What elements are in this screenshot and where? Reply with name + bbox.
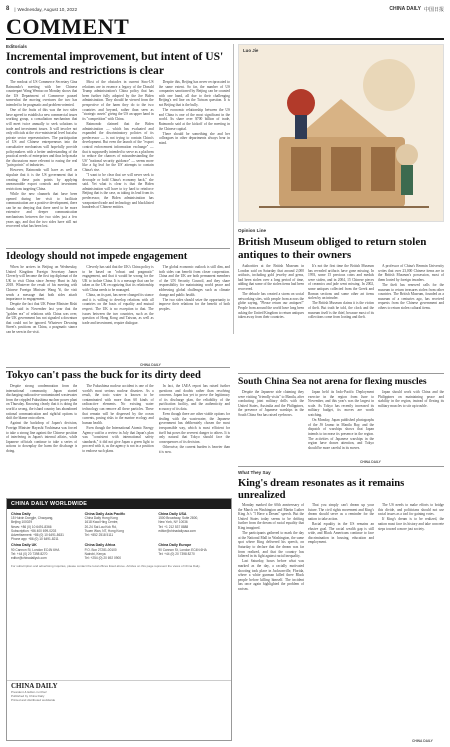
info-box-footer	[7, 680, 231, 740]
tokyo-paragraph: Despite strong condemnation from the international community, Japan started discharging radioactive-contaminated wastewater from the crippled Fukushima nuclear power plant on Thursday. Knowing clearly that it is doing the world a wrong, the island country has abandoned rational communication and rightful options to shift the blame onto others.	[6, 384, 78, 421]
office-block	[85, 512, 154, 541]
issue-date: Wednesday, August 10, 2022	[17, 6, 78, 12]
south-china-sea-paragraph: On Monday, Japan published photographs of the JS Izumo in Manila Bay, and the dispatch of warships shows that Japan intends to increase its presence in the region. The activities of Japanese warships in the region have drawn attention, and Tokyo should be more careful in its moves.	[308, 418, 374, 450]
south-china-sea-body	[238, 390, 444, 460]
section-title: COMMENT	[6, 14, 130, 39]
ideology-column	[159, 265, 230, 362]
tokyo-paragraph: Against the backdrop of Japan's decision, Foreign Minister Hayashi Yoshimasa was forced to take a strong line against the Chinese position of interfering in Japan's internal affairs, while Japanese officials continue to take a series of actions to downplay the harm the discharge is doing.	[6, 421, 78, 453]
opinion-paragraph: The debacle has created a storm on social networking sites, with people from across the globe saying, "Please return our antiques!" People from around the world have long been asking the United Kingdom to return antiques taken away from their countries.	[238, 292, 304, 320]
tokyo-paragraph: Even though the International Atomic Energy Agency said in a review in July that Japan's plan was "consistent with international safety standards," it did not give Japan a green light to proceed with it, as the agency is not in a position to endorse such plans.	[82, 425, 154, 453]
what-they-say-label: What They Say	[238, 470, 271, 475]
opinion-label: Opinion Line	[238, 228, 267, 233]
editorial-cartoon	[238, 44, 444, 222]
office-line: New York, NY 10036	[158, 520, 188, 525]
office-line: Tel: +44 (0) 20 7398 8270	[11, 551, 48, 556]
section-divider	[6, 248, 230, 249]
opinion-column	[378, 264, 444, 372]
page-header-bar	[6, 4, 444, 14]
opinion-paragraph: The British Museum claims it is the victim of theft. But truth be told, the clock and the museum itself is the thief, because most of its collections come from looting and theft.	[308, 301, 374, 320]
opinion-paragraph: Authorities at the British Museum in London said on Saturday that around 2,000 artifacts, including gold jewelry and gems, had been stolen over a long period of time, adding that some of the stolen items had been recovered.	[238, 264, 304, 291]
office-line: Advertisement: +86 (0) 10 6491-8631	[11, 533, 64, 538]
column-divider	[233, 44, 234, 334]
what-they-say-paragraph: If King's dream is to be realized, the nation must face its history and take concrete steps toward a more just society.	[378, 517, 444, 531]
south-china-sea-column	[308, 390, 374, 460]
opinion-paragraph: A professor of China's Renmin University writes that over 23,000 Chinese items are in the British Museum's possession, most of them looted by foreign invaders.	[378, 264, 444, 282]
what-they-say-headline: King's dream resonates as it remains unrealized	[238, 478, 405, 501]
ideology-paragraph: China, on its part, has never changed its stance and it is willing to develop relations with all countries on the basis of equality and mutual respect. The UK is no exception to that. The issues between the two countries, such as the question of Hong Kong and Taiwan, as well as trade and investment, require dialogue.	[82, 293, 154, 325]
cartoon-illustration	[239, 45, 444, 222]
editorial-paragraph: However, Raimondo will have as well as stipulate that it is the US government that is creating these pain points by applying unreasonable export controls and investment restrictions targeting China.	[6, 168, 78, 191]
editorial-paragraph: Raimondo claimed that the Biden administration — which has evaluated and expanded the discriminatory policies of its predecessor — is not trying to contain China's development. But even the launch of the "export control enforcement information exchange" — that is supposedly intended to serve as a platform to reduce the chances of misunderstanding the US' "national security guidance" — seems more like a fig leaf for the US' attempts to contain China's rise.	[82, 121, 154, 172]
editorial-paragraph: One of the fruits of this was the two sides have agreed to establish a new commercial issues working group, a consultation mechanism that will meet twice annually to seek solutions to trade and investment issues. It will involve not only officials at the vice-ministerial level but also private sector representatives. The participation of US and Chinese entrepreneurs into the consultative mechanism will hopefully provide policymakers with a better understanding of the practical needs of enterprises and thus help make the discussions more relevant to easing the real "pain points" of industries.	[6, 108, 78, 168]
office-line: 90 Cannon St, London EC4N 6HA	[11, 547, 60, 552]
tokyo-column	[6, 384, 77, 494]
office-line: 1618 Kwai Hing Centre,	[84, 520, 119, 525]
editorial-column	[6, 80, 77, 248]
brand-name: CHINA DAILY	[389, 6, 421, 12]
china-daily-logo: CHINA DAILY	[11, 682, 58, 690]
ideology-paragraph: The two sides should seize the opportunity to improve their relations for the benefit of both peoples.	[158, 297, 230, 311]
what-they-say-column	[238, 503, 304, 737]
office-line: Nairobi, Kenya	[84, 551, 106, 556]
tokyo-column	[159, 384, 230, 494]
office-title: China Daily Europe	[158, 543, 192, 548]
footer-line: Printed and distributed worldwide	[11, 698, 56, 702]
editorial-paragraph: There should be something she and her colleagues in other departments always bear in mind.	[158, 131, 230, 145]
what-they-say-paragraph: Monday marked the 60th anniversary of the March on Washington and Martin Luther King Jr.'s "I Have a Dream" speech. But the United States today seems to be drifting further from the dream of racial equality that King imagined.	[238, 503, 304, 530]
opinion-paragraph: The theft has renewed calls for the museum to return treasures stolen from other countries. The British Museum, founded as a museum of a centuries ago, has received requests from the Chinese government and others to return stolen cultural items.	[378, 282, 444, 310]
office-title: China Daily USA	[158, 512, 187, 516]
office-line: Subscription: +86 400 699-0203	[11, 528, 57, 533]
ideology-paragraph: Despite the fact that UK Prime Minister Rishi Sunak said in November last year that the "golden era" of relations with China was over, the UK government has not signaled a downturn that could not be ignored. Whatever Downing Street's positions on China, a pragmatic stance can be seen in the visit.	[6, 302, 78, 334]
ideology-column	[6, 265, 77, 362]
office-line: Beijing 100029	[11, 520, 33, 525]
header-separator: |	[14, 6, 16, 12]
tokyo-headline: Tokyo can't pass the buck for its dirty deed	[6, 370, 201, 381]
office-list	[7, 509, 231, 563]
what-they-say-paragraph: Racial equality in the US remains an elusive goal. The racial wealth gap is still wide, and Black Americans continue to face discrimination in housing, education and employment.	[308, 521, 374, 545]
what-they-say-column	[378, 503, 444, 737]
page-number: 8	[6, 6, 10, 12]
office-line: 15 Huixin Dongjie, Chaoyang,	[11, 516, 54, 521]
office-line: Tel: +1 212 537 8888	[158, 524, 189, 529]
editorial-column	[82, 80, 153, 248]
office-line: Tel: +852 2518 5111	[84, 533, 114, 538]
south-china-sea-column	[378, 390, 444, 460]
ideology-paragraph: When he arrives in Beijing on Wednesday, United Kingdom Foreign Secretary James Cleverly will become the first top diplomat of the UK to visit China since Jeremy Hunt in July 2018. Whatever the result of his meeting with Chinese Foreign Minister Wang Yi, the visit sends a message that both sides attach importance to engagement.	[6, 265, 78, 302]
office-line: 90 Cannon St, London EC4N 6HA	[158, 547, 207, 552]
opinion-paragraph: It's not the first time the British Museum has revealed artifacts have gone missing. In 1993, some 15 precious coins and medals were stolen, and in 2004, 15 Chinese pieces of ceramics and jade went missing. In 2002, some antiques collected from the Greek and Roman sections and some other art items stolen by an intruder.	[308, 264, 374, 301]
opinion-column	[238, 264, 304, 372]
south-china-sea-paragraph: Japan held its Indo-Pacific Deployment exercise in the region from June to November, and this year's was the largest in scale. As Tokyo has recently increased its military budget, its moves are worth watching.	[308, 390, 374, 417]
office-line: China Daily Hong Kong	[84, 516, 118, 521]
tokyo-paragraph: Even though there are other viable options for dealing with the wastewater, the Japanese government has deliberately chosen the most irresponsible way, which is most efficient for itself but poses the severest danger to others. It is only natural that Tokyo should face the consequences of its decision.	[158, 412, 230, 444]
office-block	[158, 543, 227, 560]
office-block	[158, 512, 227, 541]
brand-name-chinese: 中国日报	[423, 6, 444, 13]
office-title: China Daily Africa	[84, 543, 116, 548]
info-box-header: CHINA DAILY WORLDWIDE	[7, 499, 231, 509]
ideology-byline: CHINA DAILY	[140, 363, 161, 367]
tokyo-paragraph: Otherwise, the current burden is heavier than it is now.	[158, 444, 230, 454]
ideology-column	[82, 265, 153, 362]
opinion-headline: British Museum obliged to return stolen antiques to their owners	[238, 236, 427, 261]
office-line: Phone app: +86 (0) 10 6491-8211	[11, 537, 59, 542]
tokyo-column	[82, 384, 153, 494]
office-line: editor@chinadailyusa.com	[158, 528, 196, 533]
editorial-paragraph: Most of the obstacles in current Sino-US relations are in essence a legacy of the Donald Trump administration's China policy that has been further fully adopted by the Joe Biden administration. They should be viewed from the perspective of the harm they do to the two countries and beyond, rather than seen as "strategic assets" giving the US an upper hand in its "competition" with China.	[82, 80, 154, 121]
editorial-paragraph: "I want to be clear that we will never seek to decouple or hold China's economy back," she said. Yet what is clear is that the Biden administration will have to try hard to reinforce Beijing that is the case, as taking its lead from its predecessor, the Biden administration has weaponized trade and technology and blacklisted hundreds of Chinese entities.	[82, 173, 154, 210]
south-china-sea-column	[238, 390, 304, 460]
info-box-note: For subscription and advertising inquiries, please contact the local offices listed above. Articles on this page represent the views of China Daily.	[11, 564, 201, 569]
ideology-paragraph: The global economic outlook is still dim, and both sides can benefit from closer cooperation. China and the UK are both permanent members of the UN Security Council, and they share responsibility for maintaining world peace and addressing global challenges such as climate change and public health.	[158, 265, 230, 297]
what-they-say-column	[308, 503, 374, 737]
editorials-label: Editorials	[6, 44, 27, 49]
ideology-body	[6, 265, 230, 362]
cartoon-credit: Luo Jie	[243, 48, 259, 53]
what-they-say-byline: CHINA DAILY	[412, 739, 433, 743]
office-line: editor@chinadailyuk.com	[11, 556, 47, 561]
section-masthead	[6, 14, 444, 40]
editorial-paragraph: The economic relationship between the US and China is one of the most significant in the world. Its share over $700 billion of trade, Raimondo said at the kickoff of the meeting in the Chinese capital.	[158, 108, 230, 131]
editorial-column	[159, 80, 230, 248]
office-title: China Daily	[11, 512, 31, 516]
what-they-say-body	[238, 503, 444, 737]
what-they-say-paragraph: The participants gathered to mark the day at the National Mall in Washington, the same spot where King delivered his speech, on Saturday to declare that the dream was far from realized, and that the country has faltered in its fight against racial inequality.	[238, 531, 304, 559]
what-they-say-paragraph: The US needs to make efforts to bridge this divide, and politicians should not use racial issues as a tool for gaining votes.	[378, 503, 444, 517]
opinion-column	[308, 264, 374, 372]
south-china-sea-paragraph: Japan should work with China and the Philippines on maintaining peace and stability in the region, instead of flexing its military muscles to stir up trouble.	[378, 390, 444, 408]
office-block	[11, 512, 80, 541]
what-they-say-paragraph: That you simply can't dream up your future. The civil rights movement and King's dream should serve as a reminder for the nation to take action.	[308, 503, 374, 521]
south-china-sea-headline: South China Sea not arena for flexing muscles	[238, 376, 427, 387]
editorial-paragraph: While the new channels that have been opened during her visit to facilitate communication are a positive development, there can be no denying that there need to be more extensive and deeper communication mechanisms between the two sides just a few years ago, and that the two sides have still not recovered what has been lost.	[6, 192, 78, 229]
office-block	[11, 543, 80, 560]
china-daily-worldwide-box	[6, 498, 232, 741]
ideology-paragraph: Cleverly has said that the UK's China policy is to be based on "robust and pragmatic" engagement, and that it would be wrong for the UK to isolate China. It is a message that can be taken as the UK recognizing that its relationship with China needs to be managed.	[82, 265, 154, 292]
opinion-body	[238, 264, 444, 372]
footer-line: Published by China Daily	[11, 694, 45, 698]
office-line: Tsuen Wan, NT, Hong Kong	[84, 528, 124, 533]
office-line: Tel: +44 (0) 20 7398 8270	[158, 551, 195, 556]
office-title: China Daily Asia Pacific	[84, 512, 126, 516]
section-divider	[238, 373, 444, 374]
tokyo-paragraph: In fact, the IAEA report has raised further questions and doubts rather than resolving concerns. Japan has yet to prove the legitimacy of its discharge plan, the reliability of the purification facility, and the authenticity and accuracy of its data.	[158, 384, 230, 411]
tokyo-body	[6, 384, 230, 494]
editorial-headline: Incremental improvement, but intent of US' controls and restrictions is clear	[6, 50, 224, 77]
office-line: Tel: +254 (0) 20 692 0900	[84, 556, 122, 561]
ideology-headline: Ideology should not impede engagement	[6, 251, 188, 262]
office-block	[85, 543, 154, 560]
office-line: 1500 Broadway, Suite 2800,	[158, 516, 199, 521]
office-title: China Daily UK	[11, 543, 37, 548]
south-china-sea-paragraph: Despite the Japanese side claiming they were visiting "friendly visits" to Manila, after conducting joint military drills with the United States, Australia and the Philippines, the presence of Japanese warships in the South China Sea has raised eyebrows.	[238, 390, 304, 417]
what-they-say-paragraph: Last Saturday, hours before what was marked as the day, a racially motivated shooting took place in Jacksonville, Florida, where a white gunman killed three Black people before killing himself. The incident has once again highlighted the problem of racism.	[238, 559, 304, 591]
section-divider	[238, 466, 444, 467]
editorial-paragraph: Despite this, Beijing has never reciprocated to the same extent. So far, the number of US companies sanctioned by Beijing can be counted with one hand, all due to their challenging Beijing's red line on the Taiwan question. It is not Beijing that is the bully.	[158, 80, 230, 107]
office-line: P.O. Box 27281-00100	[84, 547, 117, 552]
south-china-sea-byline: CHINA DAILY	[360, 460, 381, 464]
office-line: 20-24 Sai Lau Kok Rd,	[84, 524, 117, 529]
tokyo-paragraph: The Fukushima nuclear accident is one of the world's most serious nuclear disasters. As a result, the toxic water is known to be contaminated with more than 60 kinds of radioactive elements. No existing water technology can remove all these particles. These that remain will be dispersed by the ocean currents, posing risks to the marine ecology and human health.	[82, 384, 154, 425]
footer-line: President & Editor-in-Chief	[11, 690, 47, 694]
office-line: News: +86 (0) 10 6491-8366	[11, 524, 52, 529]
editorial-paragraph: The readout of US Commerce Secretary Gina Raimondo's meeting with her Chinese counterpart Wang Wentao on Monday shows that the US Department of Commerce paused somewhat the moving overtures the two has intended to be pragmatic and problem-oriented.	[6, 80, 78, 107]
editorial-body	[6, 80, 230, 248]
section-divider	[6, 367, 230, 368]
